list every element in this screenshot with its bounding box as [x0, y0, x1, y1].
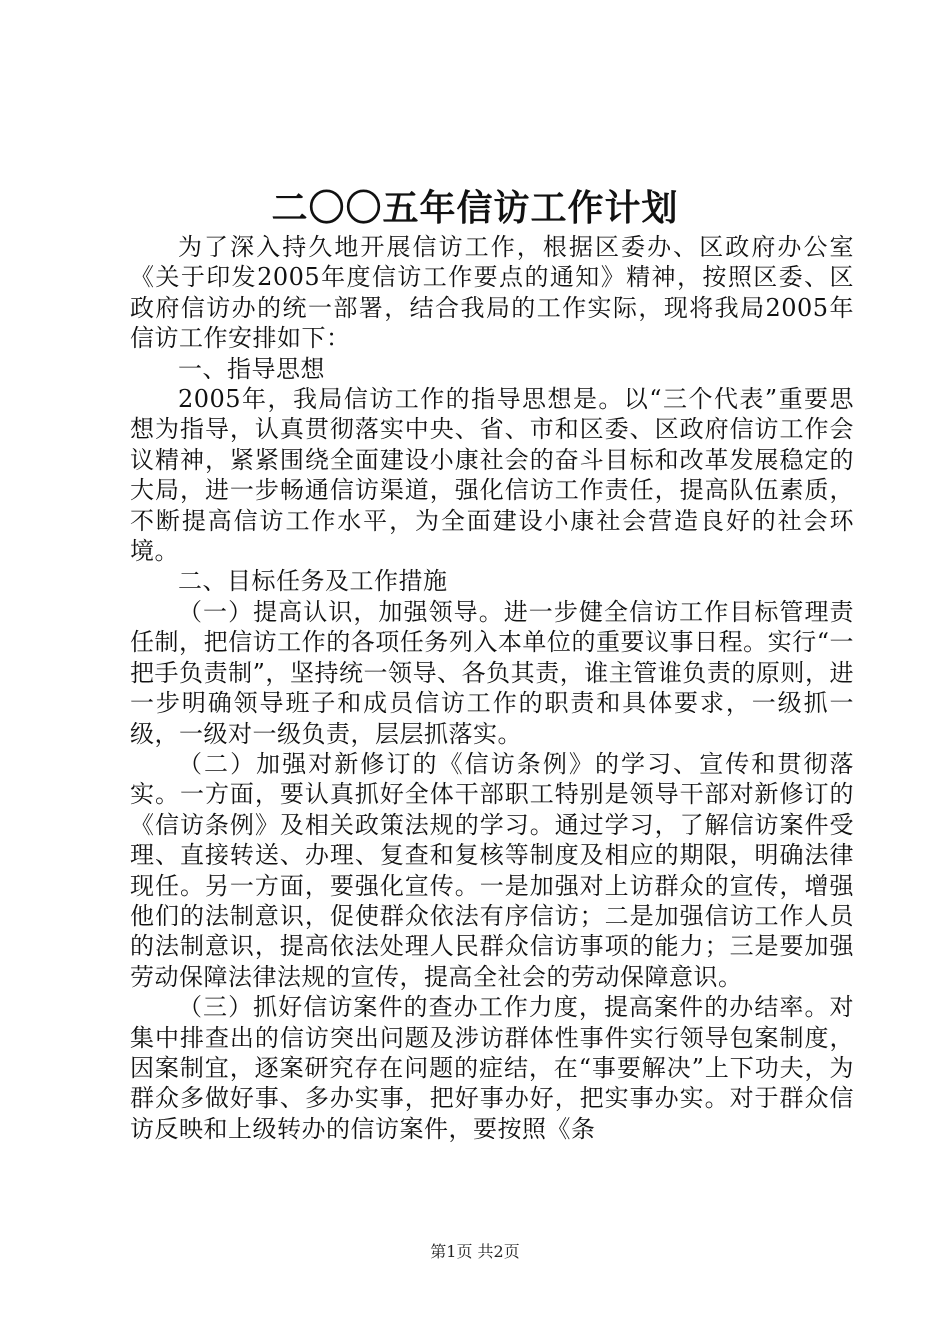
section-heading-guiding-ideology: 一、指导思想: [178, 354, 325, 383]
section-heading-goals-measures: 二、目标任务及工作措施: [178, 567, 448, 596]
paragraph-guiding-ideology: 2005年，我局信访工作的指导思想是。以“三个代表”重要思想为指导，认真贯彻落实中央、省、市和区委、区政府信访工作会议精神，紧紧围绕全面建设小康社会的奋斗目标和改革发展稳定的大局，进一步畅通信访渠道，强化信访工作责任，提高队伍素质，不断提高信访工作水平，为全面建设小康社会营造良好的社会环境。: [130, 385, 854, 566]
paragraph-intro: 为了深入持久地开展信访工作，根据区委办、区政府办公室《关于印发2005年度信访工作要点的通知》精神，按照区委、区政府信访办的统一部署，结合我局的工作实际，现将我局2005年信访工作安排如下：: [130, 233, 854, 353]
page-title: 二〇〇五年信访工作计划: [271, 187, 679, 229]
paragraph-measure-1: （一）提高认识，加强领导。进一步健全信访工作目标管理责任制，把信访工作的各项任务列入本单位的重要议事日程。实行“一把手负责制”，坚持统一领导、各负其责，谁主管谁负责的原则，进一步明确领导班子和成员信访工作的职责和具体要求，一级抓一级，一级对一级负责，层层抓落实。: [130, 597, 854, 748]
document-body: [130, 232, 854, 1144]
page-footer: 第1页 共2页: [430, 1242, 520, 1261]
paragraph-measure-2: （二）加强对新修订的《信访条例》的学习、宣传和贯彻落实。一方面，要认真抓好全体干部职工特别是领导干部对新修订的《信访条例》及相关政策法规的学习。通过学习，了解信访案件受理、直接转送、办理、复查和复核等制度及相应的期限，明确法律现任。另一方面，要强化宣传。一是加强对上访群众的宣传，增强他们的法制意识，促使群众依法有序信访；二是加强信访工作人员的法制意识，提高依法处理人民群众信访事项的能力；三是要加强劳动保障法律法规的宣传，提高全社会的劳动保障意识。: [130, 749, 854, 991]
paragraph-measure-3: （三）抓好信访案件的查办工作力度，提高案件的办结率。对集中排查出的信访突出问题及涉访群体性事件实行领导包案制度，因案制宜，逐案研究存在问题的症结，在“事要解决”上下功夫，为群众多做好事、多办实事，把好事办好，把实事办实。对于群众信访反映和上级转办的信访案件，要按照《条: [130, 993, 854, 1143]
